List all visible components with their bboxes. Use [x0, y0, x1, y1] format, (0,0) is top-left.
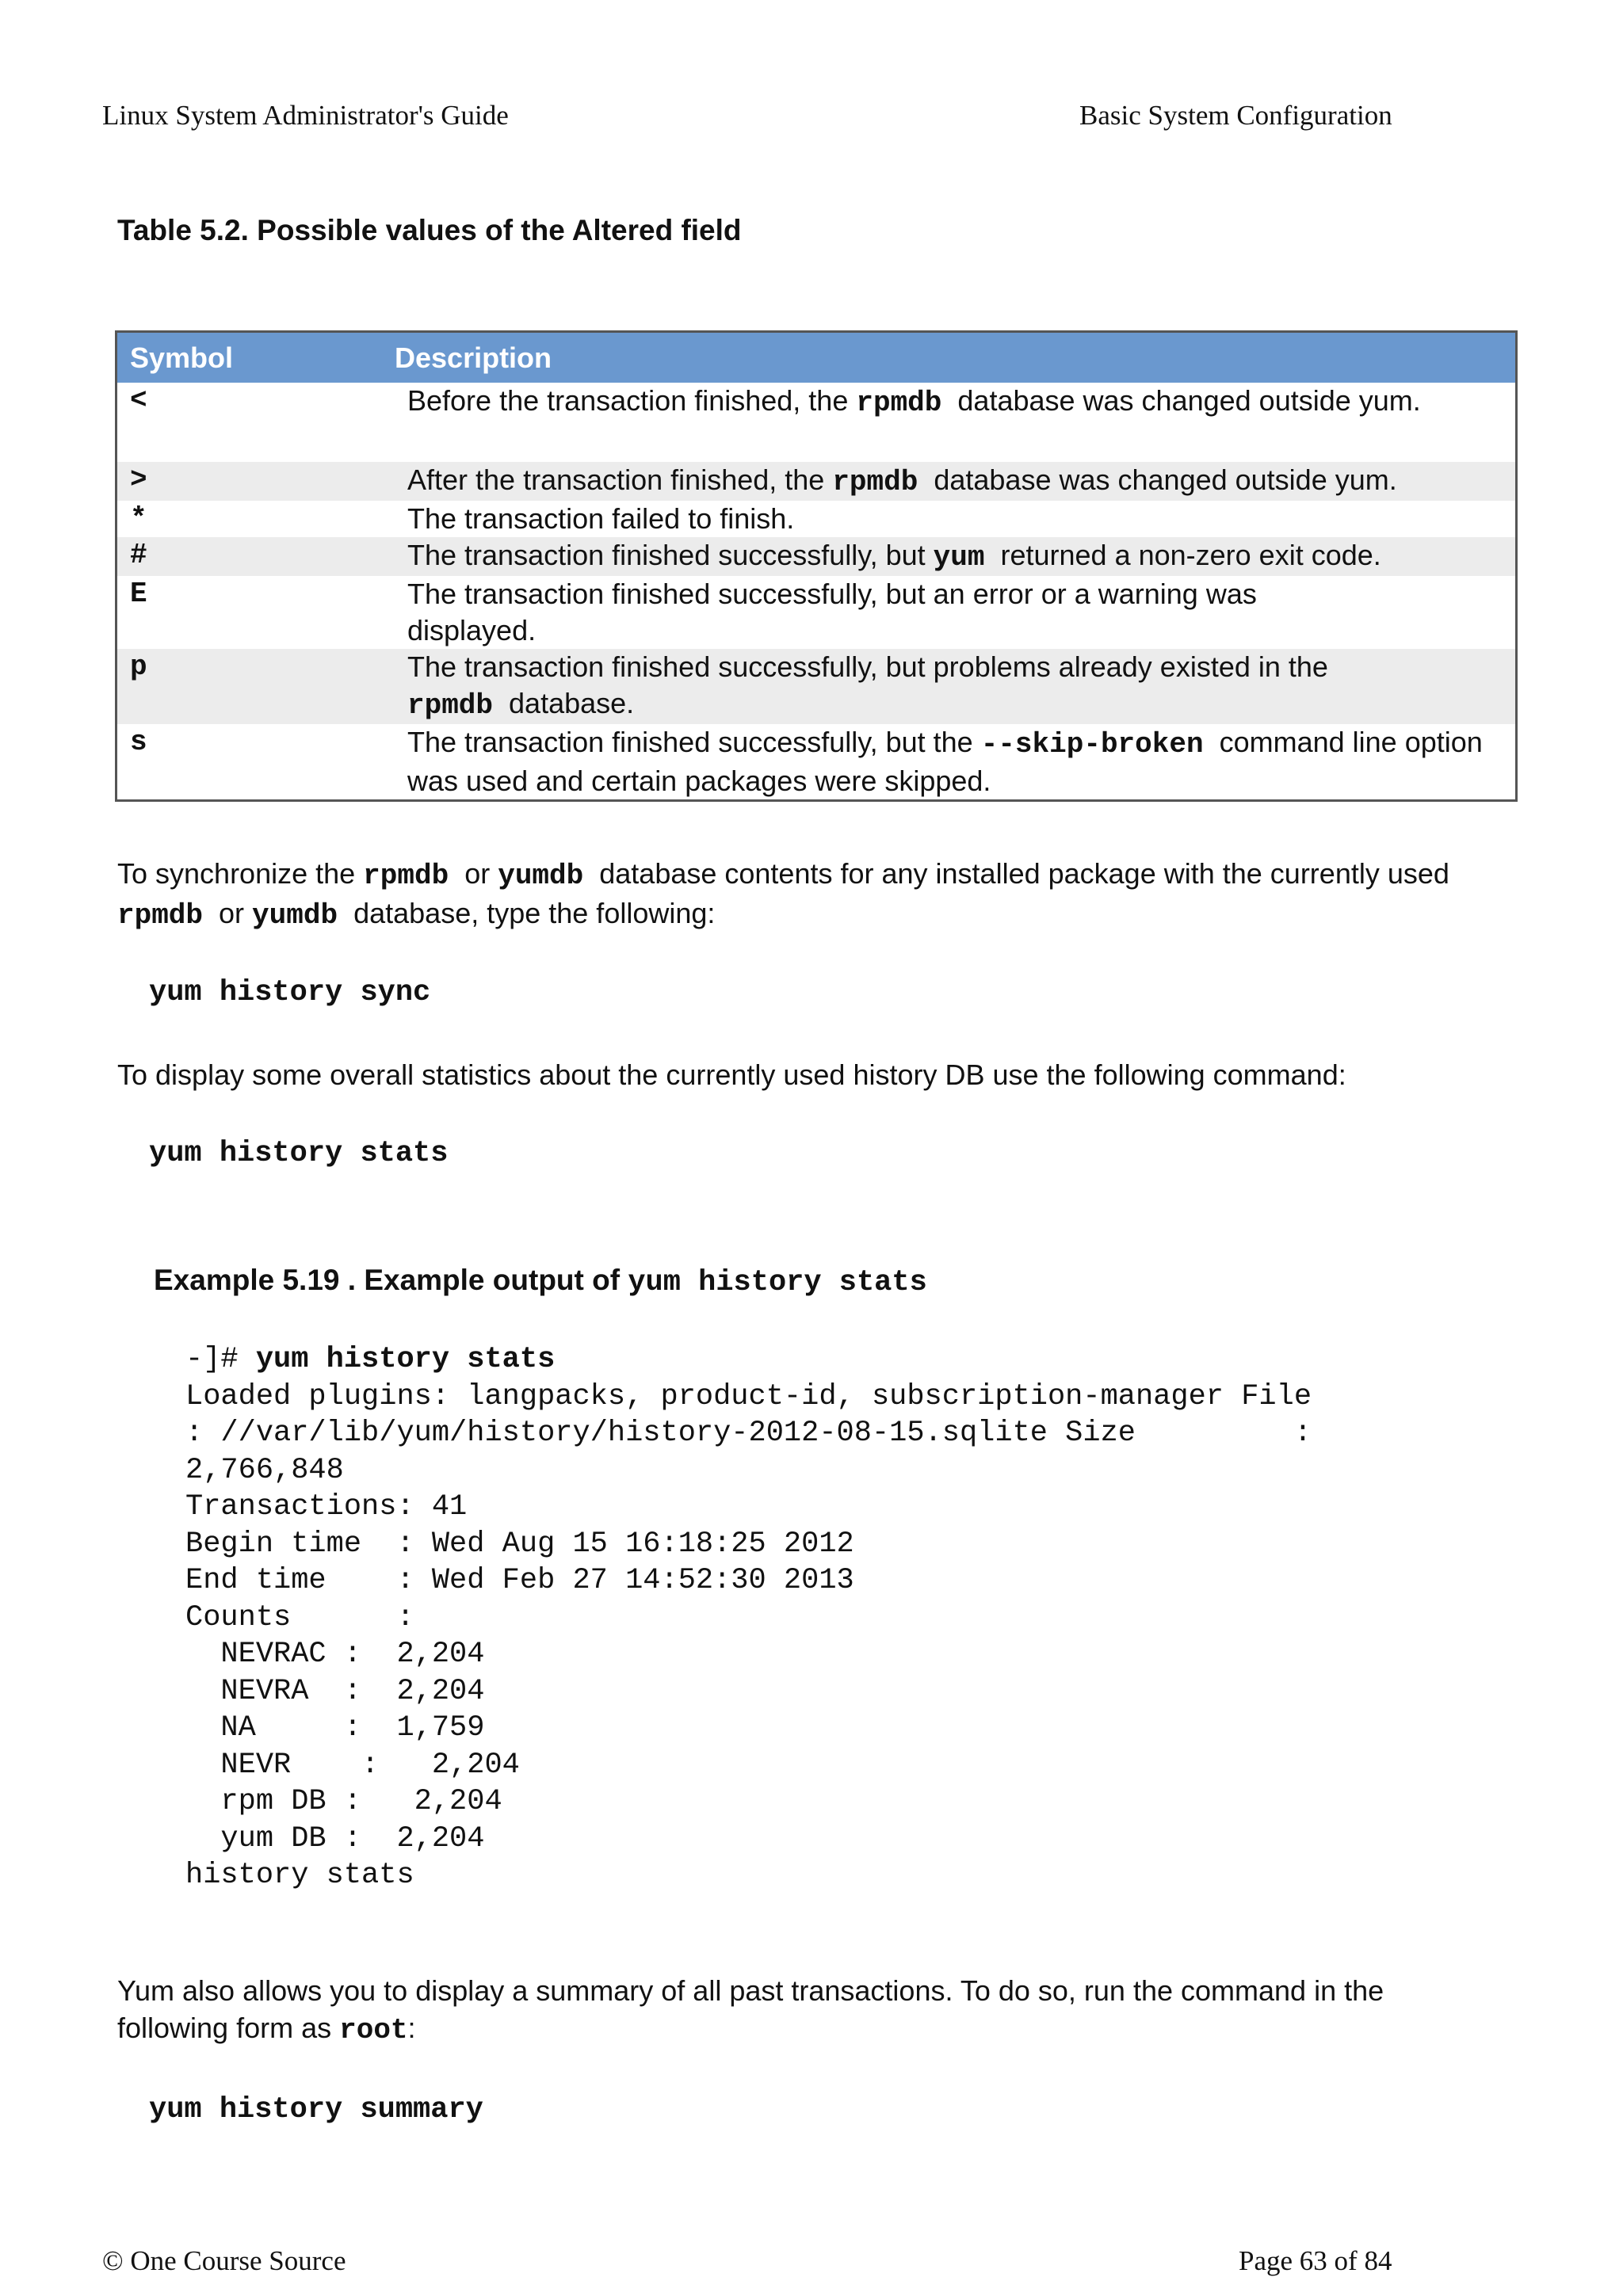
text-run: The transaction failed to finish.: [407, 502, 795, 535]
symbol-cell: <: [130, 384, 147, 417]
text-run: The transaction finished successfully, but: [407, 539, 934, 571]
text-run: command line option: [1203, 726, 1483, 758]
inline-code: --skip-broken: [980, 728, 1204, 761]
inline-code: rpmdb: [856, 387, 942, 419]
text-run: or: [203, 897, 253, 929]
text-run: database contents for any installed package with the currently used: [583, 857, 1449, 890]
paragraph-text: following form as: [117, 2012, 340, 2044]
table-row: [116, 724, 1517, 801]
text-run: Before the transaction finished, the: [407, 384, 857, 417]
text-run: The transaction finished successfully, but the: [407, 726, 981, 758]
description-cell: [382, 537, 1517, 576]
terminal-output: [185, 1341, 1312, 1894]
description-cell: [382, 383, 1517, 462]
text-run: database, type the following:: [338, 897, 716, 929]
description-cell: [382, 576, 1517, 649]
table-row: [116, 501, 1517, 537]
inline-code: yumdb: [252, 899, 338, 932]
paragraph-line: Yum also allows you to display a summary of all past transactions. To do so, run the command in the: [117, 1974, 1384, 2007]
table-row: [116, 462, 1517, 501]
command-history-summary: yum history summary: [149, 2093, 483, 2126]
description-cell: [382, 501, 1517, 537]
text-run: To synchronize the: [117, 857, 364, 890]
inline-code: rpmdb: [363, 860, 449, 892]
text-run: displayed.: [407, 614, 537, 646]
table-header-row: [116, 332, 1517, 383]
description-cell: [382, 462, 1517, 501]
text-run: database was changed outside yum.: [941, 384, 1421, 417]
running-header-chapter: Basic System Configuration: [1079, 100, 1392, 131]
command-history-sync: yum history sync: [149, 976, 431, 1009]
table-row: [116, 383, 1517, 462]
terminal-output-text: Loaded plugins: langpacks, product-id, subscription-manager File : //var/lib/yum/history/history-2012-08-15.sqlite Size : 2,766,848 Transactions: 41 Begin time : Wed Aug 15 16:18:25 2012 End time : Wed Feb 27 14:52:30 2013 Counts : NEVRAC : 2,204 NEVRA : 2,204 NA : 1,759 NEVR : 2,204 rpm DB : 2,204 yum DB : 2,204 history stats: [185, 1379, 1312, 1892]
table-row: [116, 537, 1517, 576]
text-run: After the transaction finished, the: [407, 463, 833, 496]
symbol-cell: *: [130, 502, 147, 535]
paragraph-line: [117, 855, 1520, 894]
inline-code: yum: [933, 541, 985, 574]
text-run: The transaction finished successfully, but an error or a warning was: [407, 578, 1257, 610]
text-run: returned a non-zero exit code.: [984, 539, 1381, 571]
terminal-command: yum history stats: [255, 1343, 556, 1376]
text-run: or: [449, 857, 498, 890]
example-title-text: Example 5.19 . Example output of: [154, 1264, 628, 1296]
symbol-cell: p: [116, 649, 383, 724]
altered-values-table: [115, 330, 1518, 802]
paragraph-stats-intro: To display some overall statistics about the currently used history DB use the following command:: [117, 1058, 1346, 1091]
paragraph-text: :: [407, 2012, 416, 2044]
text-run: database.: [493, 687, 635, 719]
description-cell: [382, 724, 1517, 801]
footer-page-number: Page 63 of 84: [1239, 2245, 1392, 2276]
inline-code: yumdb: [498, 860, 584, 892]
paragraph-line: [117, 2009, 1520, 2049]
inline-code: rpmdb: [407, 689, 494, 722]
paragraph-summary-intro: [117, 1972, 1520, 2049]
symbol-cell: s: [130, 726, 147, 758]
command-history-stats: yum history stats: [149, 1137, 449, 1170]
terminal-prompt: -]#: [185, 1343, 256, 1376]
paragraph-line: [117, 894, 1520, 934]
running-header-title: Linux System Administrator's Guide: [102, 100, 509, 131]
table-caption: Table 5.2. Possible values of the Altered field: [117, 214, 742, 246]
column-header-description: Description: [382, 332, 1517, 383]
description-cell: [382, 649, 1517, 724]
column-header-symbol: Symbol: [116, 332, 383, 383]
example-title-code: yum history stats: [628, 1266, 927, 1299]
table-row: [116, 649, 1517, 724]
symbol-cell: >: [116, 462, 383, 501]
paragraph-sync-intro: [117, 855, 1520, 934]
symbol-cell: #: [116, 537, 383, 576]
text-run: The transaction finished successfully, but problems already existed in the: [407, 650, 1328, 683]
inline-code-root: root: [339, 2014, 408, 2046]
text-run: was used and certain packages were skipped.: [407, 765, 991, 797]
text-run: database was changed outside yum.: [918, 463, 1397, 496]
inline-code: rpmdb: [832, 466, 918, 498]
table-row: [116, 576, 1517, 649]
inline-code: rpmdb: [117, 899, 204, 932]
symbol-cell: E: [130, 578, 147, 610]
example-title: [154, 1264, 927, 1299]
footer-copyright: © One Course Source: [102, 2245, 346, 2276]
